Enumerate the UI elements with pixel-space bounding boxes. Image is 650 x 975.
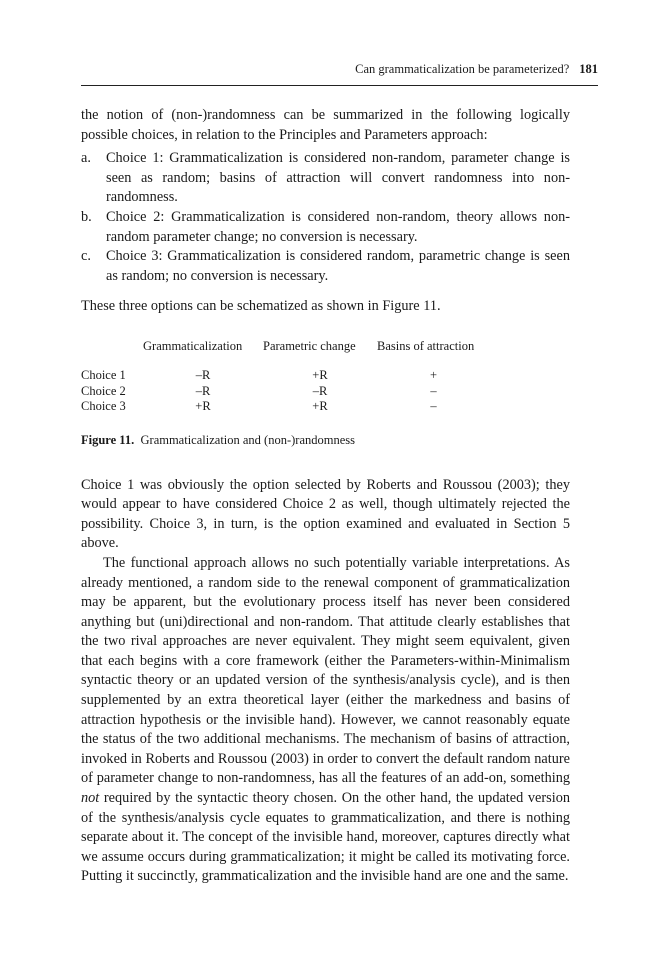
table-cell: –R (195, 368, 211, 383)
table-cell: – (430, 399, 437, 414)
list-item (81, 149, 570, 208)
page-number: 181 (579, 62, 598, 76)
table-cell: – (430, 383, 437, 398)
caption-label: Figure 11. (81, 432, 135, 447)
table-row (81, 399, 490, 415)
running-title: Can grammaticalization be parameterized? (355, 62, 570, 76)
figure-11-table (81, 339, 490, 415)
body-paragraph-1: Choice 1 was obviously the option selected by Roberts and Roussou (2003); they would appear to have considered Choice 2 as well, though ultimately rejected the possibility. Choice 3, in turn, is the option examined and evaluated in Section 5 above. (81, 476, 570, 552)
figure-caption (81, 431, 570, 451)
header-rule (81, 85, 598, 86)
intro-paragraph: the notion of (non-)randomness can be summarized in the following logically possible choices, in relation to the Principles and Parameters approach: (81, 107, 570, 143)
table-cell: –R (195, 383, 211, 398)
list-item (81, 247, 570, 286)
list-marker: a. (81, 150, 91, 167)
list-item-text: Choice 3: Grammaticalization is considered random, parametric change is seen as random; no conversion is necessary. (106, 248, 570, 284)
column-header: Grammaticalization (143, 338, 243, 353)
column-header (81, 339, 143, 369)
table-cell: Choice 3 (81, 399, 126, 414)
paragraph-2-part-2: required by the syntactic theory chosen. On the other hand, the updated version of the synthesis/analysis cycle equates to grammaticalization, and there is nothing separate about it. The concept of the invisible hand, moreover, captures directly what we assume occurs during grammaticalization; it might be called its motivating force. Putting it succinctly, grammaticalization and the invisible hand are one and the same. (81, 790, 570, 885)
list-item-text: Choice 2: Grammaticalization is considered non-random, theory allows non-random parameter change; no conversion is necessary. (106, 208, 570, 245)
table-cell: Choice 1 (81, 368, 126, 383)
table-cell: Choice 2 (81, 383, 126, 398)
schema-sentence: These three options can be schematized as shown in Figure 11. (81, 298, 441, 315)
table-cell: + (429, 368, 438, 383)
table-cell: –R (312, 383, 328, 398)
column-header: Parametric change (263, 338, 356, 353)
paragraph-2-part-1: The functional approach allows no such potentially variable interpretations. As already mentioned, a random side to the renewal component of grammaticalization may be apparent, but the evolutionary process itself has never been considered anything but (uni)directional and non-random. That attitude clearly establishes that the two rival approaches are never equivalent. They might seem equivalent, given that each begins with a core framework (either the Parameters-within-Minimalism syntactic theory or an updated version of the synthesis/analysis cycle), and is then supplemented by an extra theoretical layer (either the markedness and basins of attraction hypothesis or the invisible hand). However, we cannot reasonably equate the status of the two additional mechanisms. The mechanism of basins of attraction, invoked in Roberts and Roussou (2003) in order to convert the default random nature of parameter change to non-randomness, has all the features of an add-on, something (81, 554, 570, 787)
table-cell: +R (312, 368, 328, 383)
column-header: Basins of attraction (377, 338, 475, 353)
list-marker: b. (81, 208, 92, 225)
table-header-row (81, 339, 490, 369)
caption-text: Grammaticalization and (non-)randomness (140, 432, 356, 447)
list-marker: c. (81, 248, 91, 265)
emphasis-not: not (81, 790, 100, 807)
table-row (81, 384, 490, 400)
table-cell: +R (195, 399, 211, 414)
choice-list (81, 149, 570, 286)
list-item (81, 208, 570, 247)
page-body (81, 106, 570, 887)
table-cell: +R (312, 399, 328, 414)
table-row (81, 368, 490, 384)
list-item-text: Choice 1: Grammaticalization is considered non-random, parameter change is seen as random; basins of attraction will convert randomness into non-randomness. (106, 150, 570, 206)
body-paragraph-2 (81, 554, 570, 887)
running-header (81, 62, 598, 77)
